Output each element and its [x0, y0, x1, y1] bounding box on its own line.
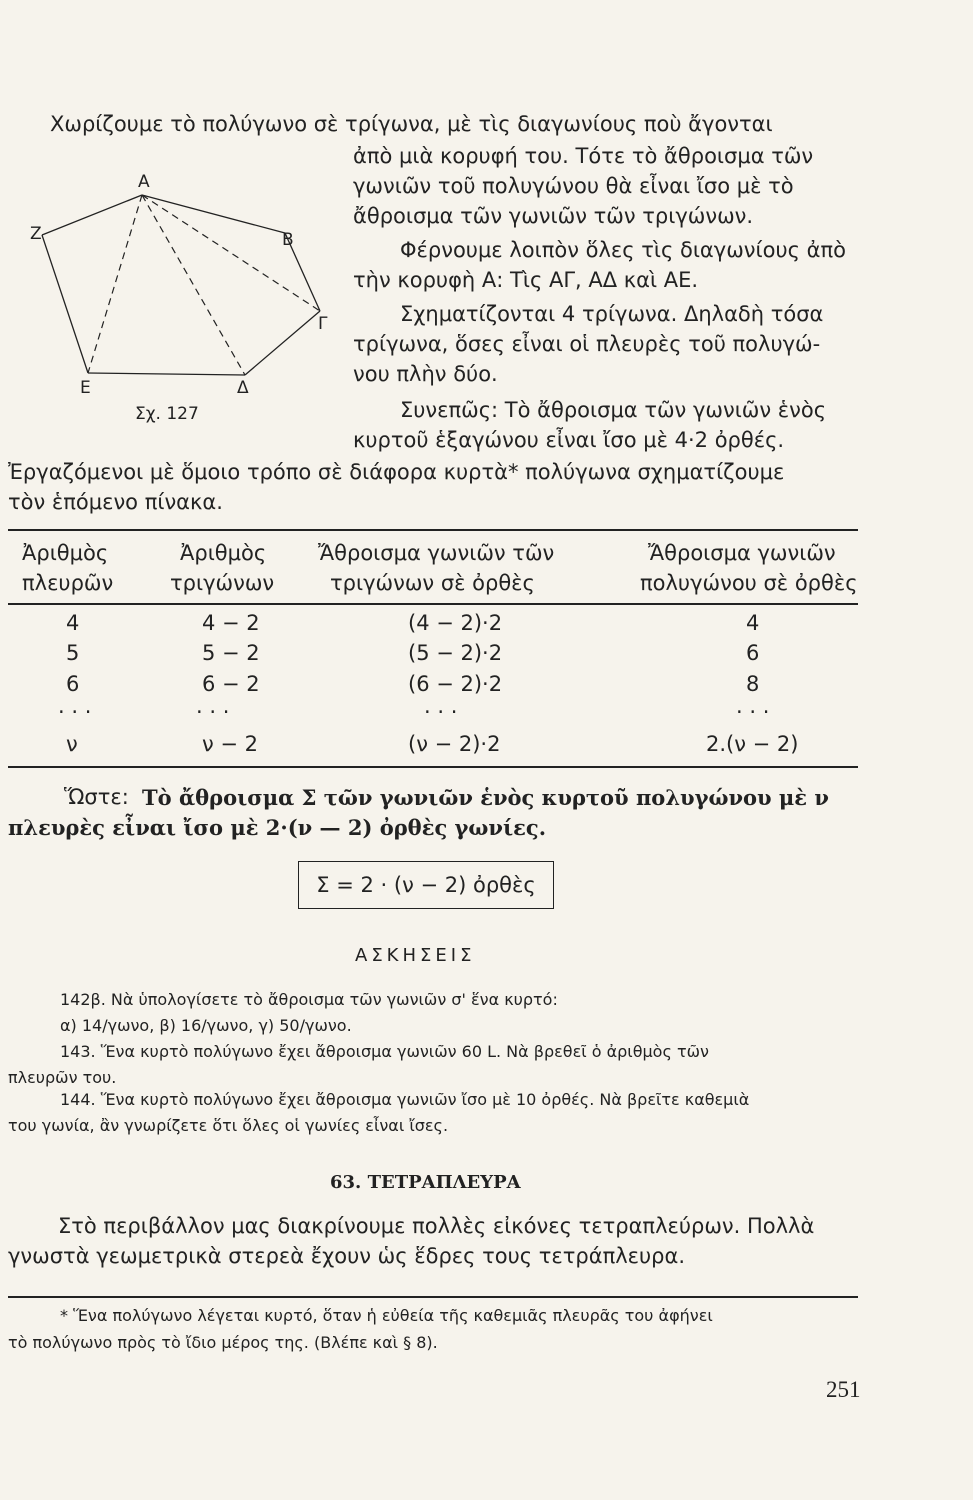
table-cell: 6 − 2 [202, 672, 260, 696]
table-cell: 4 [66, 611, 80, 635]
table-header-poly-sum-1: Ἄθροισμα γωνιῶν [648, 541, 836, 565]
exercise-143-cont: πλευρῶν του. [8, 1068, 117, 1087]
vertex-label-Z: Ζ [30, 224, 42, 244]
footnote-line-2: τὸ πολύγωνο πρὸς τὸ ἴδιο μέρος της. (Βλέπε καὶ § 8). [8, 1333, 438, 1352]
exercise-144: 144. Ἕνα κυρτὸ πολύγωνο ἔχει ἄθροισμα γωνιῶν ἴσο μὲ 10 ὀρθές. Νὰ βρεῖτε καθεμιὰ [60, 1090, 750, 1109]
intro-line-9: νου πλὴν δύο. [353, 362, 498, 386]
table-header-triangles-2: τριγώνων [170, 571, 275, 595]
table-cell: ν − 2 [202, 732, 259, 756]
intro-line-8: τρίγωνα, ὅσες εἶναι οἱ πλευρὲς τοῦ πολυγώ- [353, 332, 821, 356]
side-EZ [42, 235, 88, 373]
table-cell: · · · [424, 700, 458, 724]
diagonal-AD [142, 195, 245, 375]
footnote-rule [8, 1296, 858, 1298]
table-cell: 8 [746, 672, 760, 696]
intro-line-7: Σχηματίζονται 4 τρίγωνα. Δηλαδὴ τόσα [400, 302, 824, 326]
table-header-tri-sum-2: τριγώνων σὲ ὀρθὲς [330, 571, 535, 595]
page-number: 251 [826, 1377, 861, 1402]
exercise-142b-options: α) 14/γωνο, β) 16/γωνο, γ) 50/γωνο. [60, 1016, 352, 1035]
section-heading: 63. ΤΕΤΡΑΠΛΕΥΡΑ [330, 1172, 521, 1193]
table-cell: (ν − 2)·2 [408, 732, 501, 756]
table-header-tri-sum-1: Ἄθροισμα γωνιῶν τῶν [318, 541, 555, 565]
table-top-rule [8, 529, 858, 531]
exercise-142b: 142β. Νὰ ὑπολογίσετε τὸ ἄθροισμα τῶν γωνιῶν σ' ἕνα κυρτό: [60, 990, 558, 1009]
intro-line-3: γωνιῶν τοῦ πολυγώνου θὰ εἶναι ἴσο μὲ τὸ [353, 174, 794, 198]
table-cell: · · · [58, 700, 92, 724]
table-cell: 4 − 2 [202, 611, 260, 635]
footnote-line-1: * Ἕνα πολύγωνο λέγεται κυρτό, ὅταν ἡ εὐθεία τῆς καθεμιᾶς πλευρᾶς του ἀφήνει [60, 1306, 713, 1325]
exercises-title: ΑΣΚΗΣΕΙΣ [355, 945, 476, 966]
table-cell: 4 [746, 611, 760, 635]
table-header-triangles-1: Ἀριθμὸς [180, 541, 267, 565]
intro-line-1: Χωρίζουμε τὸ πολύγωνο σὲ τρίγωνα, μὲ τὶς διαγωνίους ποὺ ἄγονται [50, 112, 773, 136]
conclusion-bold-1: Τὸ ἄθροισμα Σ τῶν γωνιῶν ἑνὸς κυρτοῦ πολυγώνου μὲ ν [142, 785, 829, 810]
table-cell: ν [66, 732, 78, 756]
table-cell: 2.(ν − 2) [706, 732, 799, 756]
section-paragraph-line-1: Στὸ περιβάλλον μας διακρίνουμε πολλὲς εἰκόνες τετραπλεύρων. Πολλὰ [58, 1214, 815, 1238]
intro-line-10: Συνεπῶς: Τὸ ἄθροισμα τῶν γωνιῶν ἑνὸς [400, 398, 827, 422]
vertex-label-A: Α [138, 172, 150, 192]
figure-caption: Σχ. 127 [135, 404, 199, 424]
section-paragraph-line-2: γνωστὰ γεωμετρικὰ στερεὰ ἔχουν ὡς ἕδρες τους τετράπλευρα. [8, 1244, 685, 1268]
conclusion-bold-2: πλευρὲς εἶναι ἴσο μὲ 2·(ν — 2) ὀρθὲς γωνίες. [8, 815, 547, 840]
table-bottom-rule [8, 766, 858, 768]
table-cell: (5 − 2)·2 [408, 641, 503, 665]
intro-line-2: ἀπὸ μιὰ κορυφή του. Τότε τὸ ἄθροισμα τῶν [353, 144, 814, 168]
table-header-rule [8, 603, 858, 605]
side-AB [142, 195, 285, 233]
vertex-label-G: Γ [318, 314, 328, 334]
table-cell: (4 − 2)·2 [408, 611, 503, 635]
table-cell: 5 [66, 641, 80, 665]
table-header-sides-2: πλευρῶν [22, 571, 114, 595]
diagonal-AE [88, 195, 142, 373]
table-cell: · · · [736, 700, 770, 724]
intro-line-13: τὸν ἑπόμενο πίνακα. [8, 490, 223, 514]
intro-line-12: Ἐργαζόμενοι μὲ ὅμοιο τρόπο σὲ διάφορα κυρτὰ* πολύγωνα σχηματίζουμε [8, 460, 785, 484]
exercise-143: 143. Ἕνα κυρτὸ πολύγωνο ἔχει ἄθροισμα γωνιῶν 60 L. Νὰ βρεθεῖ ὁ ἀριθμὸς τῶν [60, 1042, 709, 1061]
table-header-sides-1: Ἀριθμὸς [22, 541, 109, 565]
table-cell: 6 [66, 672, 80, 696]
side-GD [245, 311, 320, 375]
intro-line-4: ἄθροισμα τῶν γωνιῶν τῶν τριγώνων. [353, 204, 754, 228]
table-header-poly-sum-2: πολυγώνου σὲ ὀρθὲς [640, 571, 858, 595]
intro-line-11: κυρτοῦ ἑξαγώνου εἶναι ἴσο μὲ 4·2 ὀρθές. [353, 428, 785, 452]
exercise-144-cont: του γωνία, ἂν γνωρίζετε ὅτι ὅλες οἱ γωνίες εἶναι ἴσες. [8, 1116, 449, 1135]
vertex-label-D: Δ [237, 378, 249, 398]
table-cell: 6 [746, 641, 760, 665]
vertex-label-E: Ε [80, 378, 91, 398]
formula-box: Σ = 2 · (ν − 2) ὀρθὲς [298, 861, 554, 909]
conclusion-prefix: Ὥστε: [64, 785, 129, 809]
table-cell: (6 − 2)·2 [408, 672, 503, 696]
hexagon-figure [20, 165, 350, 435]
intro-line-5: Φέρνουμε λοιπὸν ὅλες τὶς διαγωνίους ἀπὸ [400, 238, 846, 262]
intro-line-6: τὴν κορυφὴ Α: Τὶς ΑΓ, ΑΔ καὶ ΑΕ. [353, 268, 699, 292]
vertex-label-B: Β [282, 230, 294, 250]
table-cell: 5 − 2 [202, 641, 260, 665]
side-ZA [42, 195, 142, 235]
side-DE [88, 373, 245, 375]
table-cell: · · · [196, 700, 230, 724]
